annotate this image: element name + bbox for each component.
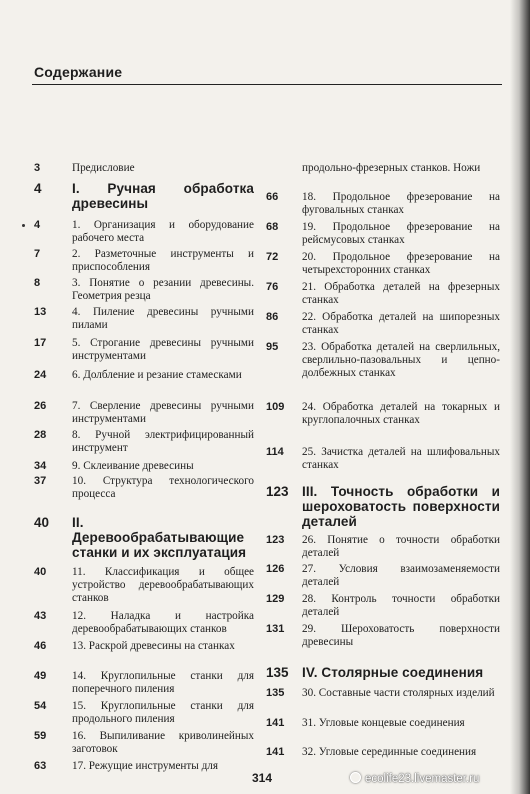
toc-entry-text: 15. Круглопильные станки для продольного пиления	[72, 700, 254, 725]
toc-entry-text: 19. Продольное фрезерование на рейсмусовых станках	[302, 221, 500, 246]
toc-page-number: 72	[266, 251, 279, 263]
toc-page-number: 46	[34, 640, 47, 652]
toc-page-number: 26	[34, 400, 47, 412]
page-title: Содержание	[34, 64, 123, 80]
toc-entry-text: 14. Круглопильные станки для поперечного пиления	[72, 670, 254, 695]
header-rule	[32, 84, 502, 85]
watermark-text: ecolife23.livemaster.ru	[365, 773, 480, 785]
toc-entry-text: 10. Структура технологического процесса	[72, 475, 254, 500]
toc-page-number: 59	[34, 730, 47, 742]
toc-page-number: 66	[266, 191, 279, 203]
toc-entry-text: 2. Разметочные инструменты и приспособления	[72, 248, 254, 273]
toc-page-number: 4	[34, 219, 41, 231]
toc-page-number: 43	[34, 610, 47, 622]
toc-page-number: 37	[34, 475, 47, 487]
toc-page-number: 24	[34, 369, 47, 381]
toc-entry-text: 11. Классификация и общее устройство деревообрабатывающих станков	[72, 566, 254, 604]
toc-page-number: 109	[266, 401, 285, 413]
watermark	[350, 772, 479, 785]
toc-entry-text: 9. Склеивание древесины	[72, 460, 194, 472]
toc-page-number: 63	[34, 760, 47, 772]
toc-page-number: 135	[266, 687, 285, 699]
toc-entry-text: 28. Контроль точности обработки деталей	[302, 593, 500, 618]
page-edge-shadow	[510, 0, 530, 794]
toc-page-number: 40	[34, 566, 47, 578]
toc-entry-text: 8. Ручной электрифицированный инструмент	[72, 429, 254, 454]
toc-page-number: 8	[34, 277, 41, 289]
toc-entry-text: 6. Долбление и резание стамесками	[72, 369, 242, 381]
toc-entry-text: 17. Режущие инструменты для	[72, 760, 219, 772]
toc-entry-text: 25. Зачистка деталей на шлифовальных станках	[302, 446, 500, 471]
toc-page-number: 34	[34, 460, 47, 472]
margin-dot	[22, 224, 25, 227]
toc-page-number: 123	[266, 534, 285, 546]
toc-page-number: 135	[266, 665, 289, 680]
toc-entry-text: 32. Угловые серединные соединения	[302, 746, 477, 758]
toc-section-text: IV. Столярные соединения	[302, 665, 484, 680]
toc-entry-text: 12. Наладка и настройка деревообрабатывающих станков	[72, 610, 254, 635]
toc-entry-text: 22. Обработка деталей на шипорезных станках	[302, 311, 500, 336]
toc-section-text: III. Точность обработки и шероховатость поверхности деталей	[302, 484, 500, 529]
toc-entry-text: 31. Угловые концевые соединения	[302, 717, 465, 729]
toc-entry-text: 5. Строгание древесины ручными инструментами	[72, 337, 254, 362]
toc-page-number: 40	[34, 515, 50, 530]
toc-page-number: 4	[34, 181, 42, 196]
toc-entry-text: 23. Обработка деталей на сверлильных, сверлильно-пазовальных и цепно-долбежных станках	[302, 341, 500, 379]
toc-entry-text: 4. Пиление древесины ручными пилами	[72, 306, 254, 331]
toc-entry-text: 29. Шероховатость поверхности древесины	[302, 623, 500, 648]
toc-page-number: 129	[266, 593, 285, 605]
toc-entry-text: 27. Условия взаимозаменяемости деталей	[302, 563, 500, 588]
toc-page-number: 28	[34, 429, 47, 441]
toc-entry-text: Предисловие	[72, 162, 135, 174]
toc-entry-text: 13. Раскрой древесины на станках	[72, 640, 235, 652]
toc-entry-text: продольно-фрезерных станков. Ножи	[302, 162, 481, 174]
toc-section-text: II. Деревообрабатывающие станки и их эксплуатация	[72, 515, 247, 560]
toc-entry-text: 7. Сверление древесины ручными инструментами	[72, 400, 254, 425]
toc-section-text: I. Ручная обработка древесины	[72, 181, 254, 211]
toc-page-number: 141	[266, 717, 285, 729]
toc-page-number: 95	[266, 341, 279, 353]
toc-entry-text: 30. Составные части столярных изделий	[302, 687, 495, 699]
toc-page-number: 131	[266, 623, 285, 635]
page-number: 314	[252, 771, 273, 785]
toc-page-number: 7	[34, 248, 41, 260]
toc-page-number: 114	[266, 446, 284, 458]
toc-page-number: 68	[266, 221, 279, 233]
toc-page-number: 123	[266, 484, 289, 499]
toc-page-number: 54	[34, 700, 47, 712]
toc-entry-text: 20. Продольное фрезерование на четырехсторонних станках	[302, 251, 500, 276]
toc-page-number: 76	[266, 281, 279, 293]
toc-page-number: 141	[266, 746, 285, 758]
toc-entry-text: 3. Понятие о резании древесины. Геометрия резца	[72, 277, 254, 302]
toc-page-number: 17	[34, 337, 47, 349]
toc-page-number: 49	[34, 670, 47, 682]
toc-entry-text: 24. Обработка деталей на токарных и круглопалочных станках	[302, 401, 500, 426]
toc-page-number: 126	[266, 563, 285, 575]
toc-page-number: 3	[34, 162, 41, 174]
search-icon	[350, 772, 361, 783]
toc-entry-text: 21. Обработка деталей на фрезерных станках	[302, 281, 500, 306]
toc-page-number: 86	[266, 311, 279, 323]
toc-entry-text: 16. Выпиливание криволинейных заготовок	[72, 730, 254, 755]
toc-entry-text: 18. Продольное фрезерование на фуговальных станках	[302, 191, 500, 216]
toc-page-number: 13	[34, 306, 47, 318]
toc-entry-text: 1. Организация и оборудование рабочего места	[72, 219, 254, 244]
toc-entry-text: 26. Понятие о точности обработки деталей	[302, 534, 500, 559]
